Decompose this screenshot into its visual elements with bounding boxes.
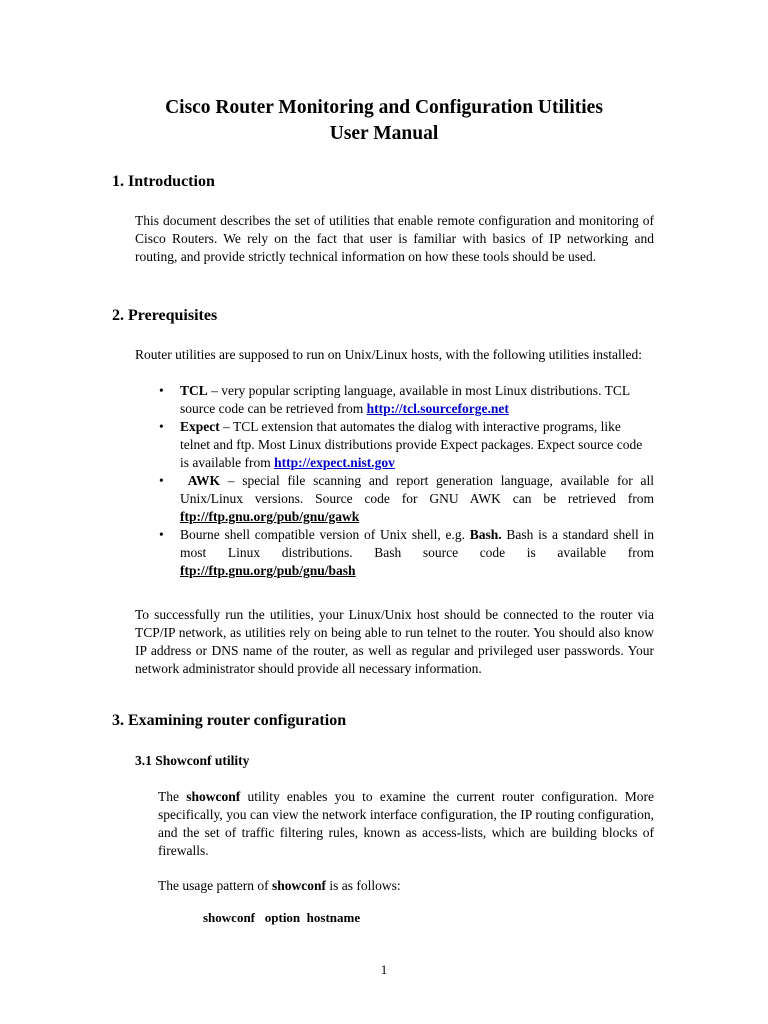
text-span: The usage pattern of <box>158 878 272 893</box>
bullet-text: – TCL extension that automates the dialog with interactive programs, like telnet and ftp. Most Linux distributions provide Expect packages. Expect source code is available from <box>180 419 643 470</box>
document-title <box>100 95 668 147</box>
text-span: utility enables you to examine the current router configuration. More specifically, you can view the network interface configuration, the IP routing configuration, and the set of traffic filtering rules, known as access-lists, which are building blocks of firewalls. <box>158 789 654 858</box>
bullet-term: Expect <box>180 419 220 434</box>
bash-link[interactable]: ftp://ftp.gnu.org/pub/gnu/bash <box>180 563 356 578</box>
section-2-closing: To successfully run the utilities, your Linux/Unix host should be connected to the router via TCP/IP network, as utilities rely on being able to run telnet to the router. You should also know IP address or DNS name of the router, as well as regular and privileged user passwords. Your network administrator should provide all necessary information. <box>135 607 654 676</box>
list-item <box>135 382 654 418</box>
usage-command: showconf option hostname <box>203 910 361 925</box>
bullet-icon: • <box>159 527 164 542</box>
title-line-1: Cisco Router Monitoring and Configuration Utilities <box>165 97 603 118</box>
expect-link[interactable]: http://expect.nist.gov <box>274 455 395 470</box>
section-2-heading: 2. Prerequisites <box>112 307 218 324</box>
bullet-icon: • <box>159 383 164 398</box>
usage-pattern-text <box>158 877 654 895</box>
bullet-text: – special file scanning and report generation language, available for all Unix/Linux versions. Source code for GNU AWK can be retrieved from <box>180 473 654 506</box>
section-3-1-heading: 3.1 Showconf utility <box>135 753 250 768</box>
title-line-2: User Manual <box>329 123 439 144</box>
bullet-text: – very popular scripting language, available in most Linux distributions. TCL source code can be retrieved from <box>180 383 630 416</box>
list-item <box>135 526 654 580</box>
bullet-term: TCL <box>180 383 208 398</box>
showconf-term: showconf <box>186 789 241 804</box>
section-2-intro: Router utilities are supposed to run on Unix/Linux hosts, with the following utilities installed: <box>135 347 642 362</box>
bullet-pre: Bourne shell compatible version of Unix shell, e.g. <box>180 527 470 542</box>
text-span: is as follows: <box>325 878 401 893</box>
tcl-link[interactable]: http://tcl.sourceforge.net <box>366 401 509 416</box>
page-number: 1 <box>380 962 388 977</box>
section-1-body: This document describes the set of utilities that enable remote configuration and monitoring of Cisco Routers. We rely on the fact that user is familiar with basics of IP networking and routing, and provide strictly technical information on how these tools should be used. <box>135 213 654 264</box>
gawk-link[interactable]: ftp://ftp.gnu.org/pub/gnu/gawk <box>180 509 360 524</box>
bullet-term: Bash. <box>469 527 502 542</box>
list-item <box>135 418 654 472</box>
bullet-icon: • <box>159 419 164 434</box>
text-span: The <box>158 789 187 804</box>
bullet-icon: • <box>159 473 164 488</box>
bullet-text: Bash is a standard shell in most Linux distributions. Bash source code is available from <box>180 527 654 560</box>
prerequisites-list <box>135 382 654 580</box>
section-3-heading: 3. Examining router configuration <box>112 712 347 729</box>
section-1-heading: 1. Introduction <box>112 173 215 190</box>
showconf-description <box>158 788 654 860</box>
list-item <box>135 472 654 526</box>
showconf-term: showconf <box>271 878 326 893</box>
bullet-term: AWK <box>187 473 220 488</box>
